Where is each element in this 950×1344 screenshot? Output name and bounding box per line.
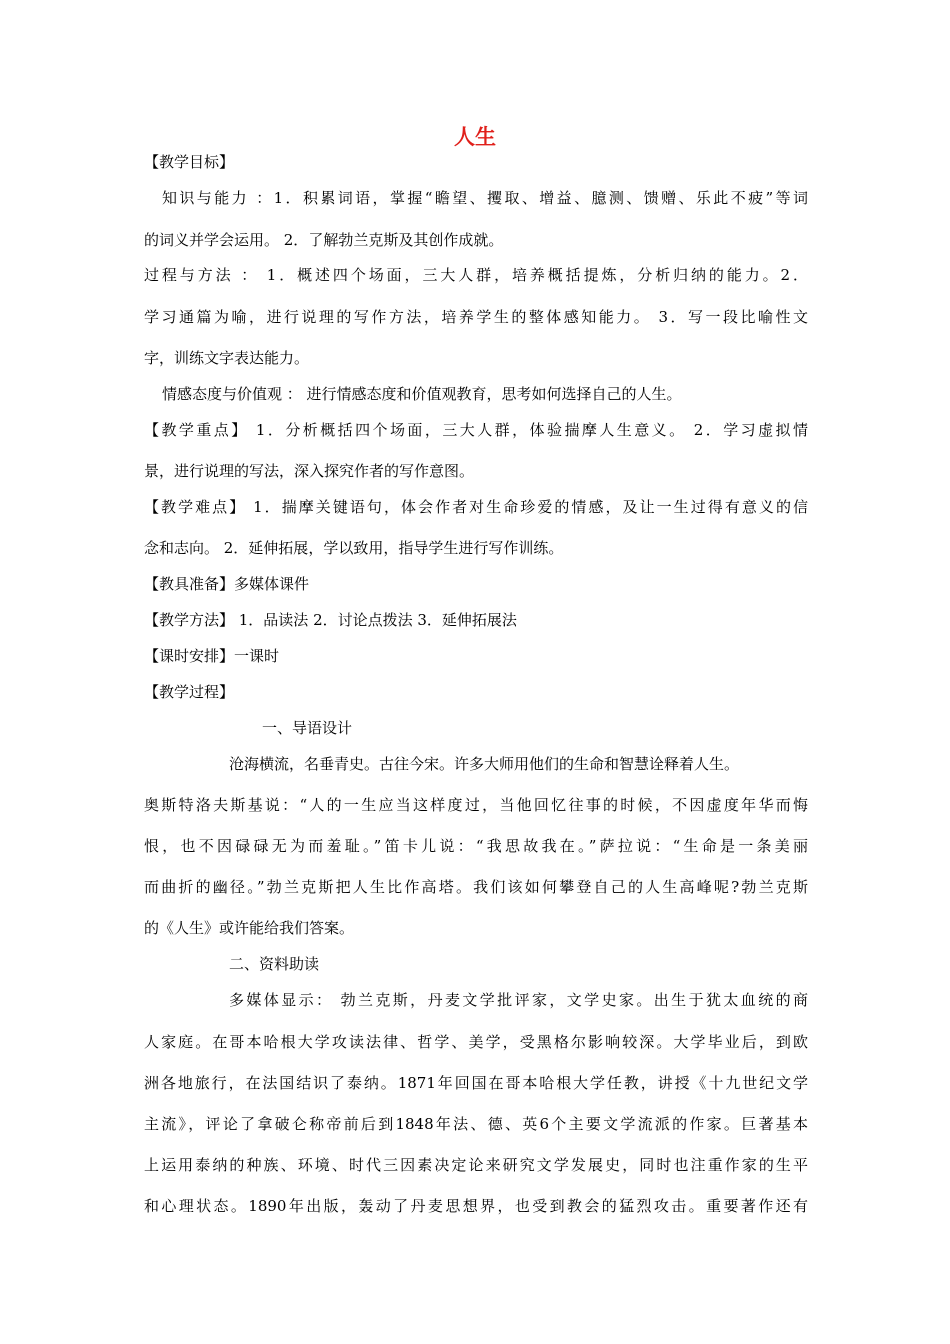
text-line: 知识与能力 ：1．积累词语，掌握“瞻望、攫取、增益、臆测、馈赠、乐此不疲”等词: [162, 189, 808, 207]
text-line: 恨，也不因碌碌无为而羞耻。”笛卡儿说：“我思故我在。”萨拉说：“生命是一条美丽: [144, 837, 808, 855]
document-title: 人生: [454, 124, 496, 149]
text-line: 过程与方法 ： 1．概述四个场面，三大人群，培养概括提炼，分析归纳的能力。2．: [144, 266, 808, 284]
section-heading-key-points: 【教学重点】 1．分析概括四个场面，三大人群，体验揣摩人生意义。 2．学习虚拟情: [144, 421, 808, 439]
section-heading-objectives: 【教学目标】: [144, 153, 235, 171]
text-line: 字，训练文字表达能力。: [144, 349, 310, 367]
text-line: 洲各地旅行，在法国结识了泰纳。1871年回国在哥本哈根大学任教，讲授《十九世纪文学: [144, 1074, 808, 1092]
text-line: 情感态度与价值观 ： 进行情感态度和价值观教育，思考如何选择自己的人生。: [162, 385, 682, 403]
text-line: 念和志向。 2．延伸拓展，学以致用，指导学生进行写作训练。: [144, 539, 564, 557]
text-line: 沧海横流，名垂青史。古往今宋。许多大师用他们的生命和智慧诠释着人生。: [229, 755, 740, 773]
text-line: 上运用泰纳的种族、环境、时代三因素决定论来研究文学发展史，同时也注重作家的生平: [144, 1156, 808, 1174]
subheading-reference-reading: 二、资料助读: [229, 955, 320, 973]
text-line: 而曲折的幽径。”勃兰克斯把人生比作高塔。我们该如何攀登自己的人生高峰呢?勃兰克斯: [144, 878, 808, 896]
section-heading-process: 【教学过程】: [144, 683, 235, 701]
subheading-introduction: 一、导语设计: [262, 719, 353, 737]
section-heading-materials: 【教具准备】多媒体课件: [144, 575, 310, 593]
text-line: 的词义并学会运用。 2．了解勃兰克斯及其创作成就。: [144, 231, 504, 249]
text-line: 奥斯特洛夫斯基说：“人的一生应当这样度过，当他回忆往事的时候，不因虚度年华而悔: [144, 796, 808, 814]
text-line: 学习通篇为喻，进行说理的写作方法，培养学生的整体感知能力。 3．写一段比喻性文: [144, 308, 808, 326]
section-heading-methods: 【教学方法】 1．品读法 2．讨论点拨法 3．延伸拓展法: [144, 611, 517, 629]
section-heading-schedule: 【课时安排】一课时: [144, 647, 280, 665]
text-line: 和心理状态。1890年出版，轰动了丹麦思想界，也受到教会的猛烈攻击。重要著作还有: [144, 1197, 808, 1215]
text-line: 多媒体显示： 勃兰克斯，丹麦文学批评家，文学史家。出生于犹太血统的商: [229, 991, 808, 1009]
text-line: 主流》，评论了拿破仑称帝前后到1848年法、德、英6个主要文学流派的作家。巨著基本: [144, 1115, 808, 1133]
section-heading-difficulties: 【教学难点】 1．揣摩关键语句，体会作者对生命珍爱的情感，及让一生过得有意义的信: [144, 498, 808, 516]
text-line: 的《人生》或许能给我们答案。: [144, 919, 355, 937]
text-line: 景，进行说理的写法，深入探究作者的写作意图。: [144, 462, 475, 480]
text-line: 人家庭。在哥本哈根大学攻读法律、哲学、美学，受黑格尔影响较深。大学毕业后，到欧: [144, 1033, 808, 1051]
